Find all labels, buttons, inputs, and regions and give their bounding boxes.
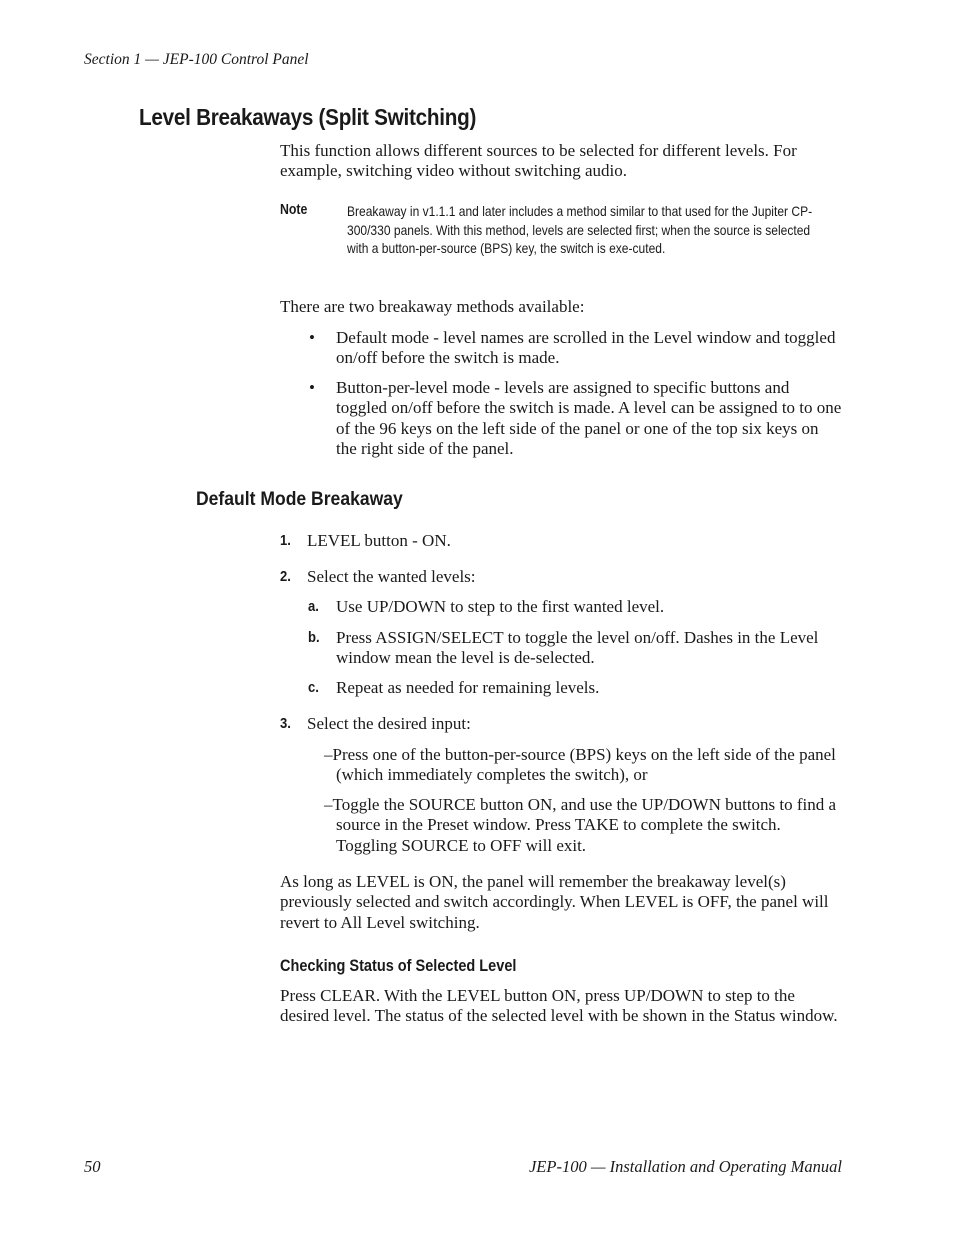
bullet-marker: • [309,378,315,397]
list-item: Button-per-level mode - levels are assigned to specific buttons and toggled on/off before the switch is made. A level can be assigned to to one of the 96 keys on the left side of the panel or one of the top six keys on the right side of the panel. [336,378,842,458]
running-head: Section 1 — JEP-100 Control Panel [84,51,309,68]
input-option: –Toggle the SOURCE button ON, and use the UP/DOWN buttons to find a source in the Preset window. Press TAKE to complete the switch. Toggling SOURCE to OFF will exit. [324,795,837,855]
input-option: –Press one of the button-per-source (BPS) keys on the left side of the panel (which immediately completes the switch), or [324,745,836,785]
note-label: Note [280,202,308,218]
step-text: LEVEL button - ON. [307,531,451,550]
checking-paragraph: Press CLEAR. With the LEVEL button ON, press UP/DOWN to step to the desired level. The status of the selected level with be shown in the Status window. [280,986,838,1026]
substep-text: Use UP/DOWN to step to the first wanted level. [336,597,665,616]
substep-text: Repeat as needed for remaining levels. [336,678,600,697]
step-number: 3. [280,716,291,732]
substep-letter: b. [308,630,320,646]
bullet-marker: • [309,328,315,347]
note-text: Breakaway in v1.1.1 and later includes a method similar to that used for the Jupiter CP-300/330 panels. With this method, levels are selected first; when the source is selected with a button-per-source (BPS) key, the switch is exe-cuted. [347,203,813,257]
step-text: Select the wanted levels: [307,567,476,586]
step-text: Select the desired input: [307,714,471,733]
substep-letter: a. [308,599,319,615]
section-title: Level Breakaways (Split Switching) [139,104,477,130]
manual-title: JEP-100 — Installation and Operating Manual [528,1157,842,1176]
substep-text: Press ASSIGN/SELECT to toggle the level on/off. Dashes in the Level window mean the level is de-selected. [336,628,819,668]
intro-paragraph: This function allows different sources to be selected for different levels. For example, switching video without switching audio. [280,141,797,181]
list-item: Default mode - level names are scrolled in the Level window and toggled on/off before the switch is made. [336,328,836,368]
step-number: 1. [280,533,291,549]
step-number: 2. [280,569,291,585]
substep-letter: c. [308,680,319,696]
methods-intro: There are two breakaway methods available: [280,297,585,316]
subsubsection-title: Checking Status of Selected Level [280,957,517,975]
closing-paragraph: As long as LEVEL is ON, the panel will remember the breakaway level(s) previously selected and switch accordingly. When LEVEL is OFF, the panel will revert to All Level switching. [280,872,829,932]
subsection-title: Default Mode Breakaway [196,488,403,510]
page-number: 50 [84,1157,101,1176]
